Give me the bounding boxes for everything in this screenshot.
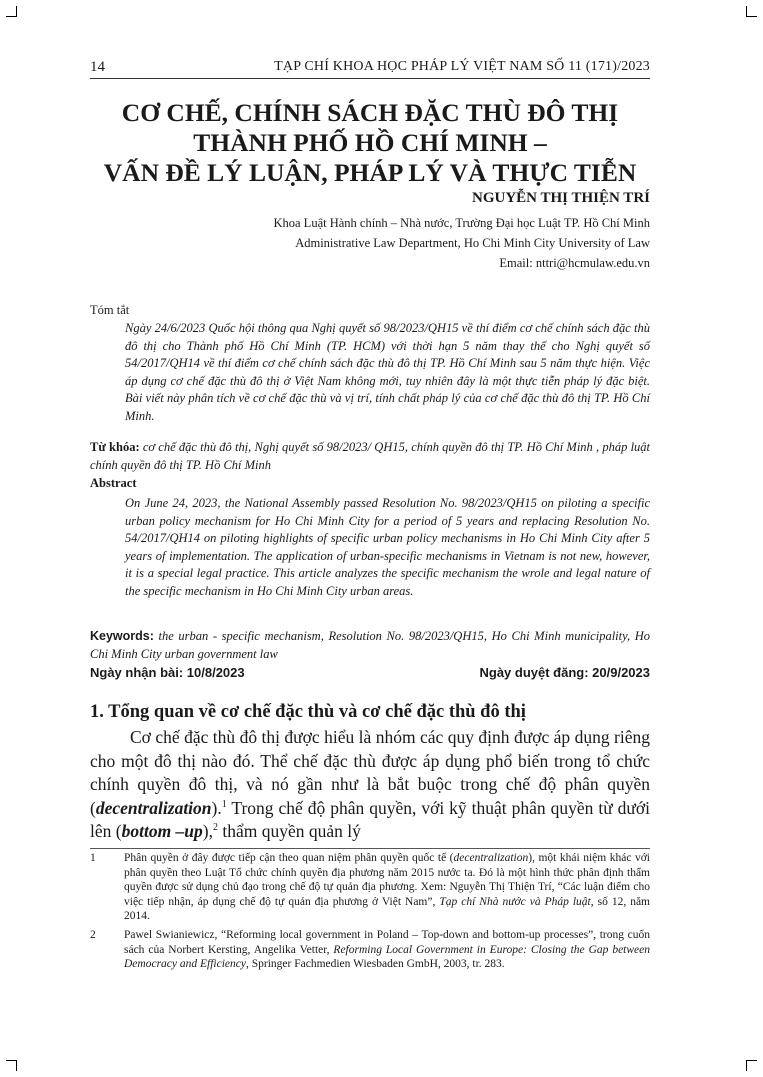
keywords-vi-label: Từ khóa: <box>90 440 140 454</box>
abstract-text: On June 24, 2023, the National Assembly passed Resolution No. 98/2023/QH15 on piloting a specific urban policy mechanism for Ho Chi Minh City for a period of 5 years and replacing Resolution No. 54/2017/QH14 on piloting highlights of specific urban policy mechanisms in Ho Chi Minh City after 5 years of implementation. The application of urban-specific mechanisms in Vietnam is not new, however, it is a special legal practice. This article analyzes the specific mechanism the wrole and legal nature of the specific mechanism in Ho Chi Minh City urban areas. <box>125 496 650 598</box>
journal-title: TẠP CHÍ KHOA HỌC PHÁP LÝ VIỆT NAM SỐ 11 (171)/2023 <box>274 59 650 74</box>
approved-date: Ngày duyệt đăng: 20/9/2023 <box>479 665 650 680</box>
keywords-vi <box>90 439 650 474</box>
summary-text: Ngày 24/6/2023 Quốc hội thông qua Nghị quyết số 98/2023/QH15 về thí điểm cơ chế chính sách đặc thù đô thị cho Thành phố Hồ Chí Minh (TP. HCM) với thời hạn 5 năm thay thế cho Nghị quyết số 54/2017/QH14 về thí điểm cơ chế chính sách đặc thù đô thị TP. Hồ Chí Minh sau 5 năm thực hiện. Việc áp dụng cơ chế đặc thù đô thị ở Việt Nam không mới, tuy nhiên đây là một thực tiễn pháp lý đặc biệt. Bài viết này phân tích về cơ chế đặc thù và vị trí, tính chất pháp lý của cơ chế đặc thù đô thị TP. Hồ Chí Minh. <box>125 321 650 423</box>
author-email: Email: nttri@hcmulaw.edu.vn <box>499 256 650 270</box>
article-title <box>90 98 650 188</box>
footnote-2: 2 Pawel Swianiewicz, “Reforming local government in Poland – Top-down and bottom-up processes”, trong cuốn sách của Norbert Kersting, Angelika Vetter, Reforming Local Government in Europe: Closing the Gap between Democracy and Efficiency, Springer Fachmedien Wiesbaden GmbH, 2003, tr. 283. <box>90 929 650 970</box>
keywords-en-label: Keywords: <box>90 629 154 643</box>
keywords-en-text: the urban - specific mechanism, Resolution No. 98/2023/QH15, Ho Chi Minh municipality, Ho Chi Minh City urban government law <box>90 629 650 661</box>
section-heading: 1. Tổng quan về cơ chế đặc thù và cơ chế đặc thù đô thị <box>90 702 526 722</box>
footnote-ref-1[interactable]: 1 <box>221 798 227 810</box>
summary-label: Tóm tắt <box>90 303 130 317</box>
crop-mark-top-right <box>746 6 757 17</box>
title-line-2: THÀNH PHỐ HỒ CHÍ MINH – <box>193 128 547 157</box>
received-date: Ngày nhận bài: 10/8/2023 <box>90 665 245 680</box>
author-name: NGUYỄN THỊ THIỆN TRÍ <box>472 190 650 206</box>
abstract-label: Abstract <box>90 476 137 490</box>
dates-row <box>90 665 650 683</box>
page-number: 14 <box>90 59 105 75</box>
keywords-vi-text: cơ chế đặc thù đô thị, Nghị quyết số 98/2023/ QH15, chính quyền đô thị TP. Hồ Chí Minh , pháp luật chính quyền đô thị TP. Hồ Chí Minh <box>90 440 651 472</box>
crop-mark-bottom-left <box>6 1060 17 1071</box>
keywords-en <box>90 628 650 663</box>
crop-mark-bottom-right <box>746 1060 757 1071</box>
footnote-divider <box>90 848 650 849</box>
footnote-ref-2[interactable]: 2 <box>213 822 218 834</box>
running-header <box>90 58 650 79</box>
footnote-1: 1 Phân quyền ở đây được tiếp cận theo quan niệm phân quyền quốc tế (decentralization), một khái niệm khác với phân quyền theo Luật Tổ chức chính quyền địa phương năm 2015 nước ta. Đó là một hình thức phân định thẩm quyền được sử dụng chủ đạo trong chế độ tự quản địa phương. Xem: Nguyễn Thị Thiện Trí, “Các luận điểm cho việc tiếp nhận, áp dụng chế độ tự quản địa phương ở Việt Nam”, Tạp chí Nhà nước và Pháp luật, số 12, năm 2014. <box>90 852 650 922</box>
title-line-3: VẤN ĐỀ LÝ LUẬN, PHÁP LÝ VÀ THỰC TIỄN <box>103 158 637 187</box>
affiliation-vi: Khoa Luật Hành chính – Nhà nước, Trường Đại học Luật TP. Hồ Chí Minh <box>273 216 650 230</box>
crop-mark-top-left <box>6 6 17 17</box>
body-paragraph: Cơ chế đặc thù đô thị được hiểu là nhóm các quy định được áp dụng riêng cho một đô thị nào đó. Thể chế đặc thù được áp dụng phổ biến trong tổ chức chính quyền đô thị, và nó gần như là bắt buộc trong chế độ phân quyền (decentralization).$^1$ Trong chế độ phân quyền, với kỹ thuật phân quyền từ dưới lên (bottom –up),$^2$ thẩm quyền quản lý <box>90 727 650 841</box>
title-line-1: CƠ CHẾ, CHÍNH SÁCH ĐẶC THÙ ĐÔ THỊ <box>121 98 619 127</box>
affiliation-en: Administrative Law Department, Ho Chi Minh City University of Law <box>295 236 650 250</box>
